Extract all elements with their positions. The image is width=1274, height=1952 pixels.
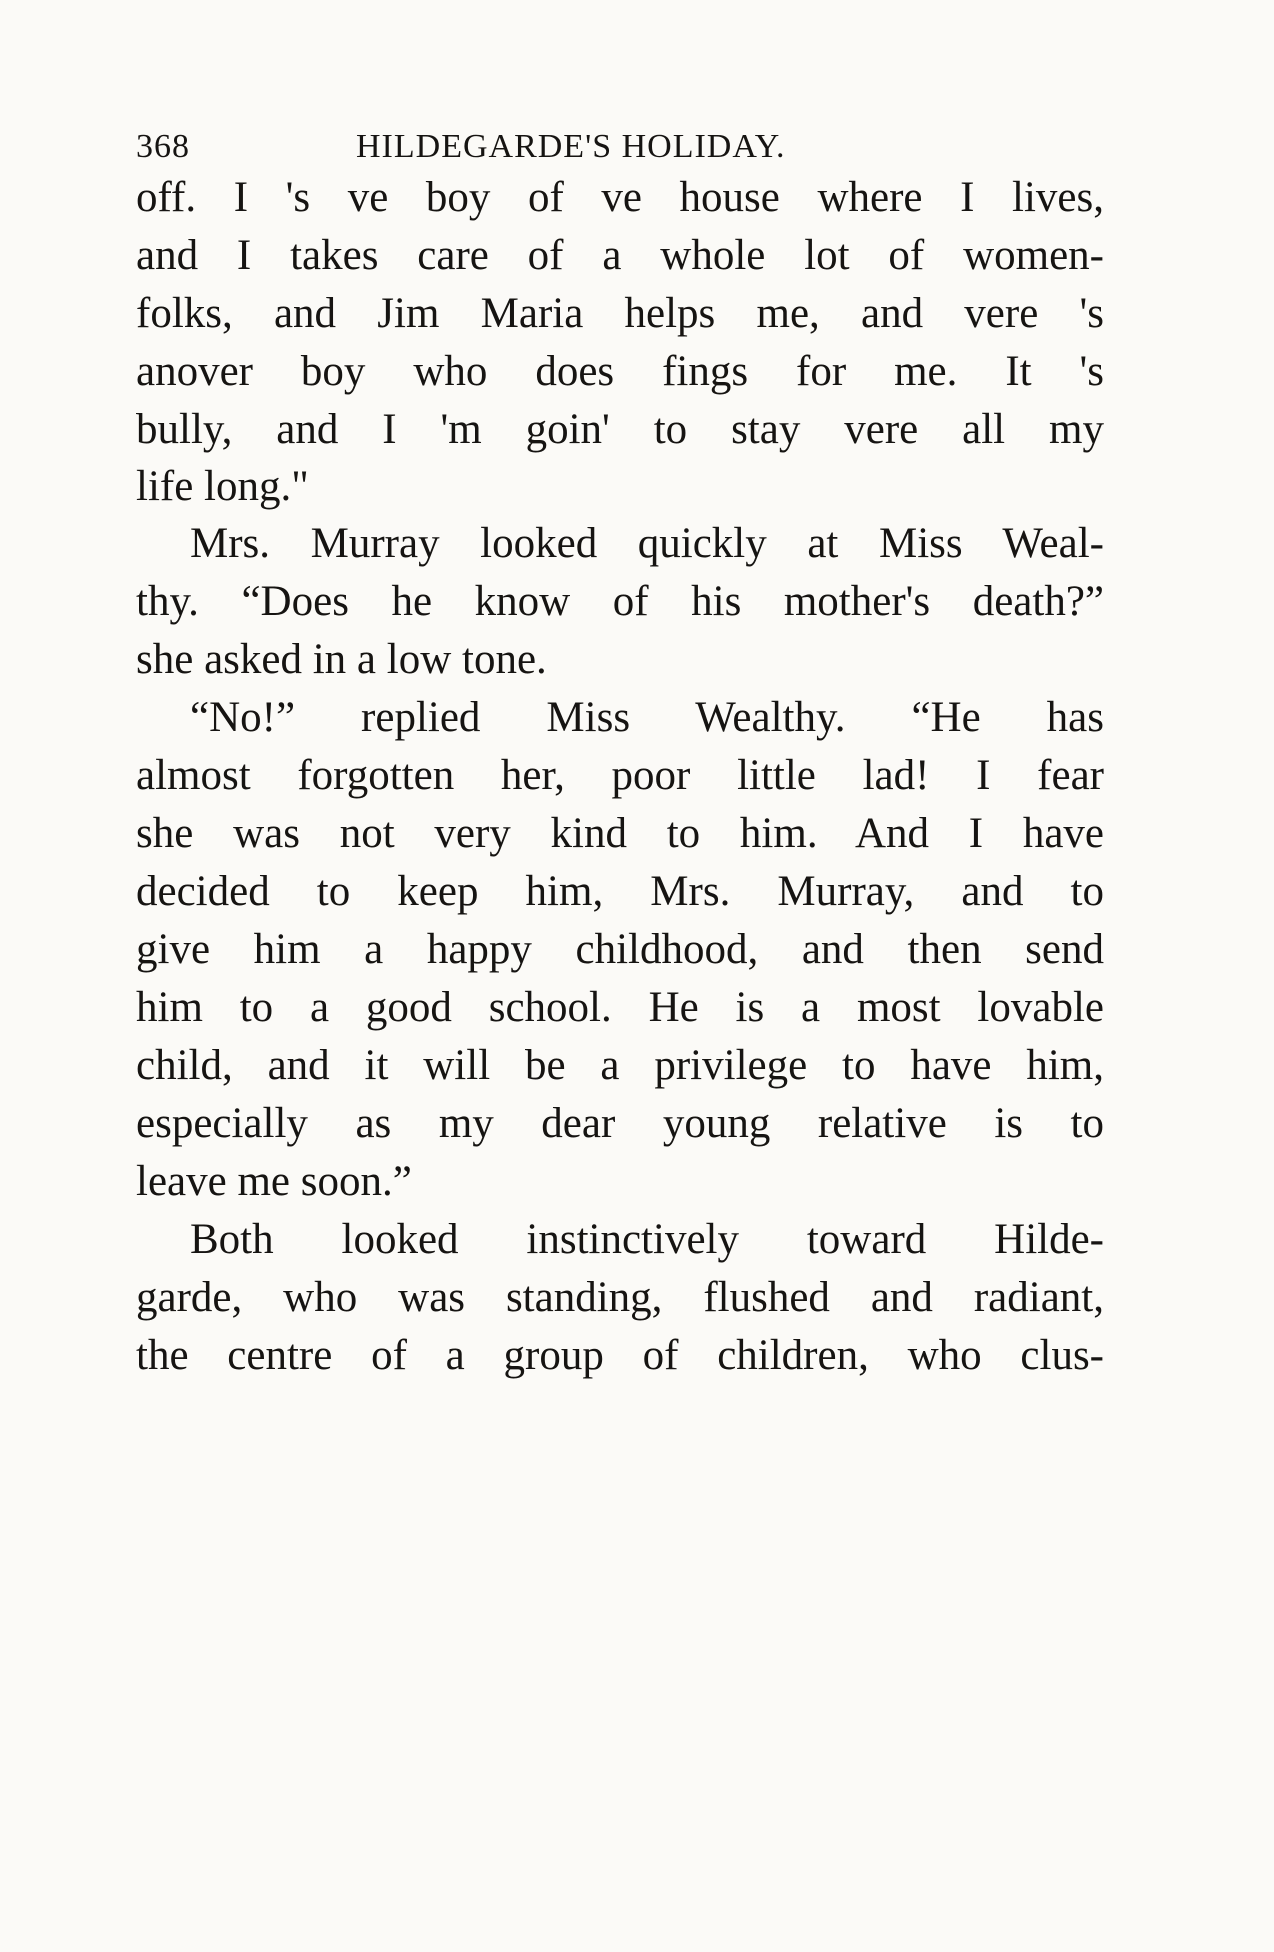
text-line: life long." xyxy=(136,463,309,510)
text-line: the centre of a group of children, who clus- xyxy=(136,1332,1104,1379)
text-line: she asked in a low tone. xyxy=(136,636,547,683)
text-line: “No!” replied Miss Wealthy. “He has xyxy=(190,694,1104,741)
text-line: anover boy who does fings for me. It 's xyxy=(136,348,1104,395)
running-title: HILDEGARDE'S HOLIDAY. xyxy=(356,128,786,165)
text-line: and I takes care of a whole lot of women- xyxy=(136,232,1104,279)
text-line: Mrs. Murray looked quickly at Miss Weal- xyxy=(190,520,1104,567)
text-line: garde, who was standing, flushed and radiant, xyxy=(136,1274,1104,1321)
text-line: folks, and Jim Maria helps me, and vere 's xyxy=(136,290,1104,337)
text-line: Both looked instinctively toward Hilde- xyxy=(190,1216,1104,1263)
text-line: him to a good school. He is a most lovable xyxy=(136,984,1104,1031)
text-line: thy. “Does he know of his mother's death?” xyxy=(136,578,1104,625)
text-line: bully, and I 'm goin' to stay vere all my xyxy=(136,406,1104,453)
page-number: 368 xyxy=(136,128,190,165)
text-line: off. I 's ve boy of ve house where I lives, xyxy=(136,174,1104,221)
text-line: child, and it will be a privilege to have him, xyxy=(136,1042,1104,1089)
text-line: she was not very kind to him. And I have xyxy=(136,810,1104,857)
text-line: decided to keep him, Mrs. Murray, and to xyxy=(136,868,1104,915)
text-line: give him a happy childhood, and then send xyxy=(136,926,1104,973)
text-line: almost forgotten her, poor little lad! I fear xyxy=(136,752,1104,799)
text-line: especially as my dear young relative is to xyxy=(136,1100,1104,1147)
text-line: leave me soon.” xyxy=(136,1158,412,1205)
